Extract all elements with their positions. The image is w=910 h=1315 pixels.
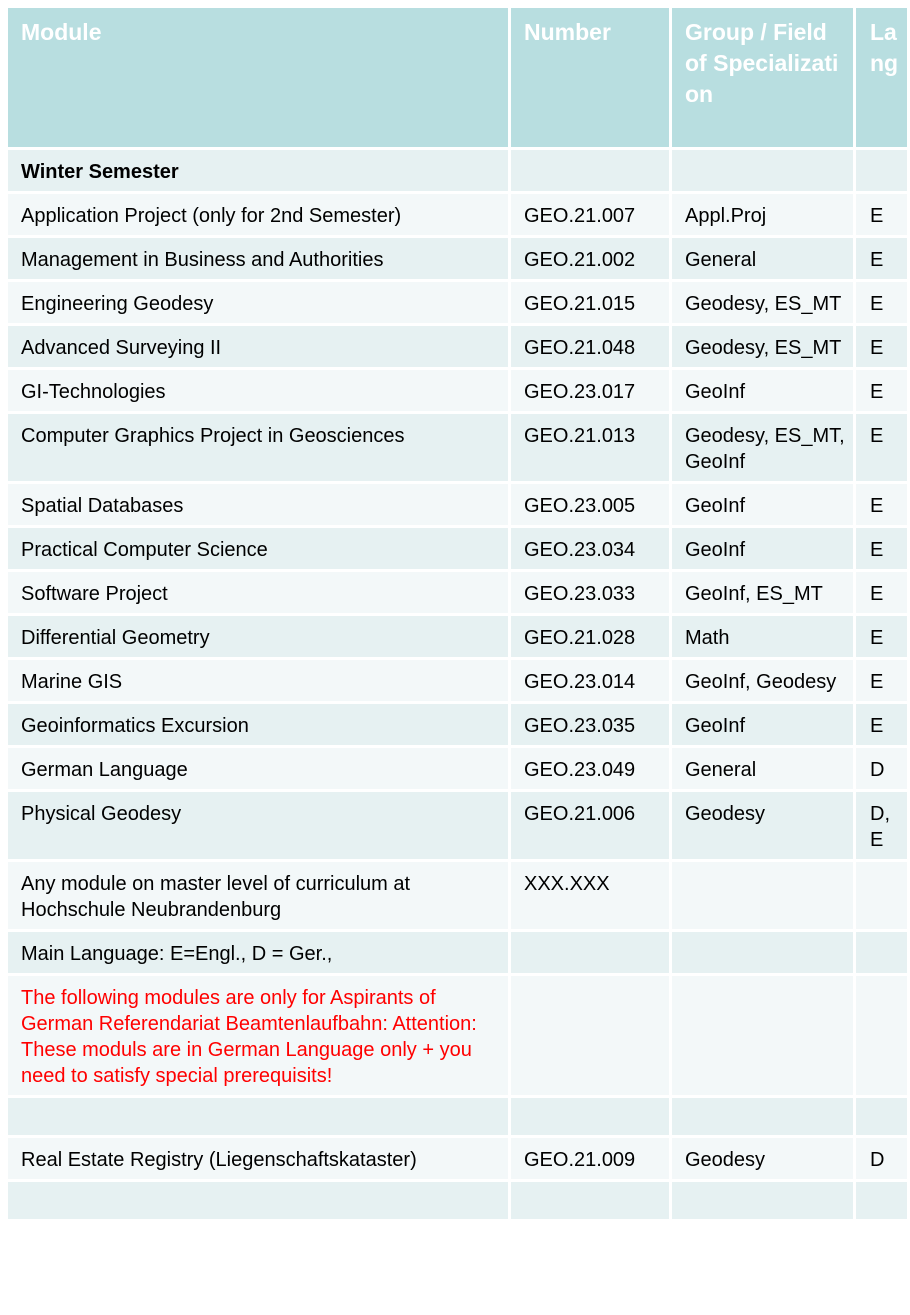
module-number — [510, 1181, 671, 1221]
table-row — [7, 747, 909, 791]
module-name: German Language — [7, 747, 510, 791]
module-group: Geodesy, ES_MT — [671, 281, 855, 325]
module-name: Real Estate Registry (Liegenschaftskataster) — [7, 1137, 510, 1181]
table-row — [7, 1137, 909, 1181]
module-lang: E — [855, 369, 909, 413]
module-group: General — [671, 237, 855, 281]
module-name: Management in Business and Authorities — [7, 237, 510, 281]
module-number: GEO.23.017 — [510, 369, 671, 413]
module-number — [510, 1097, 671, 1137]
module-number: GEO.23.005 — [510, 483, 671, 527]
module-number: GEO.21.002 — [510, 237, 671, 281]
module-number: GEO.21.013 — [510, 413, 671, 483]
module-lang: D — [855, 1137, 909, 1181]
module-number: GEO.23.014 — [510, 659, 671, 703]
module-number: GEO.21.007 — [510, 193, 671, 237]
table-row — [7, 659, 909, 703]
module-lang — [855, 1181, 909, 1221]
module-group: Math — [671, 615, 855, 659]
table-row — [7, 413, 909, 483]
module-lang: E — [855, 281, 909, 325]
module-group: Geodesy, ES_MT — [671, 325, 855, 369]
module-group — [671, 975, 855, 1097]
module-number: GEO.23.034 — [510, 527, 671, 571]
module-lang: E — [855, 237, 909, 281]
module-group: Geodesy, ES_MT, GeoInf — [671, 413, 855, 483]
module-group: Appl.Proj — [671, 193, 855, 237]
module-number: GEO.23.035 — [510, 703, 671, 747]
table-row — [7, 703, 909, 747]
module-lang: E — [855, 483, 909, 527]
module-group — [671, 1097, 855, 1137]
module-name: Any module on master level of curriculum at Hochschule Neubrandenburg — [7, 861, 510, 931]
table-row — [7, 483, 909, 527]
module-group: Geodesy — [671, 1137, 855, 1181]
module-name: Advanced Surveying II — [7, 325, 510, 369]
module-name: Spatial Databases — [7, 483, 510, 527]
module-number: XXX.XXX — [510, 861, 671, 931]
module-lang: E — [855, 571, 909, 615]
module-group: GeoInf — [671, 527, 855, 571]
module-lang: E — [855, 703, 909, 747]
header-row — [7, 7, 909, 149]
module-group — [671, 1181, 855, 1221]
module-number: GEO.23.049 — [510, 747, 671, 791]
section-row — [7, 149, 909, 193]
language-legend: Main Language: E=Engl., D = Ger., — [7, 931, 510, 975]
empty-row — [7, 1181, 909, 1221]
module-group: GeoInf — [671, 369, 855, 413]
module-lang: D, E — [855, 791, 909, 861]
table-row — [7, 527, 909, 571]
notice-row — [7, 975, 909, 1097]
module-group — [671, 931, 855, 975]
module-group: GeoInf, ES_MT — [671, 571, 855, 615]
module-name — [7, 1181, 510, 1221]
module-name: Differential Geometry — [7, 615, 510, 659]
module-number: GEO.21.048 — [510, 325, 671, 369]
table-row — [7, 615, 909, 659]
module-table — [5, 5, 910, 1222]
module-number: GEO.21.028 — [510, 615, 671, 659]
module-name: Software Project — [7, 571, 510, 615]
module-lang — [855, 149, 909, 193]
module-name: Marine GIS — [7, 659, 510, 703]
module-group: Geodesy — [671, 791, 855, 861]
module-lang: E — [855, 527, 909, 571]
table-row — [7, 369, 909, 413]
module-lang — [855, 975, 909, 1097]
table-row — [7, 281, 909, 325]
module-name: Practical Computer Science — [7, 527, 510, 571]
module-lang — [855, 931, 909, 975]
module-group: GeoInf — [671, 703, 855, 747]
module-number: GEO.21.006 — [510, 791, 671, 861]
empty-row — [7, 1097, 909, 1137]
module-group — [671, 861, 855, 931]
module-name: Physical Geodesy — [7, 791, 510, 861]
header-module: Module — [7, 7, 510, 149]
module-number: GEO.21.015 — [510, 281, 671, 325]
module-lang: E — [855, 659, 909, 703]
module-number — [510, 975, 671, 1097]
module-group: General — [671, 747, 855, 791]
table-row — [7, 193, 909, 237]
module-name: Engineering Geodesy — [7, 281, 510, 325]
module-name — [7, 1097, 510, 1137]
module-group: GeoInf, Geodesy — [671, 659, 855, 703]
table-row — [7, 791, 909, 861]
table-row — [7, 861, 909, 931]
table-row — [7, 237, 909, 281]
header-lang: Lang — [855, 7, 909, 149]
section-title: Winter Semester — [7, 149, 510, 193]
module-name: Application Project (only for 2nd Semester) — [7, 193, 510, 237]
module-number — [510, 931, 671, 975]
module-group: GeoInf — [671, 483, 855, 527]
module-name: Geoinformatics Excursion — [7, 703, 510, 747]
table-row — [7, 325, 909, 369]
module-lang — [855, 861, 909, 931]
header-number: Number — [510, 7, 671, 149]
table-row — [7, 571, 909, 615]
module-number: GEO.21.009 — [510, 1137, 671, 1181]
module-number — [510, 149, 671, 193]
legend-row — [7, 931, 909, 975]
notice-text: The following modules are only for Aspirants of German Referendariat Beamtenlaufbahn: Attention: These moduls are in German Language only + you need to satisfy special prerequisits! — [7, 975, 510, 1097]
module-lang: E — [855, 325, 909, 369]
module-name: GI-Technologies — [7, 369, 510, 413]
module-lang: E — [855, 193, 909, 237]
module-lang: E — [855, 615, 909, 659]
module-lang: E — [855, 413, 909, 483]
module-group — [671, 149, 855, 193]
module-lang — [855, 1097, 909, 1137]
module-number: GEO.23.033 — [510, 571, 671, 615]
module-lang: D — [855, 747, 909, 791]
module-name: Computer Graphics Project in Geosciences — [7, 413, 510, 483]
header-group: Group / Field of Specialization — [671, 7, 855, 149]
